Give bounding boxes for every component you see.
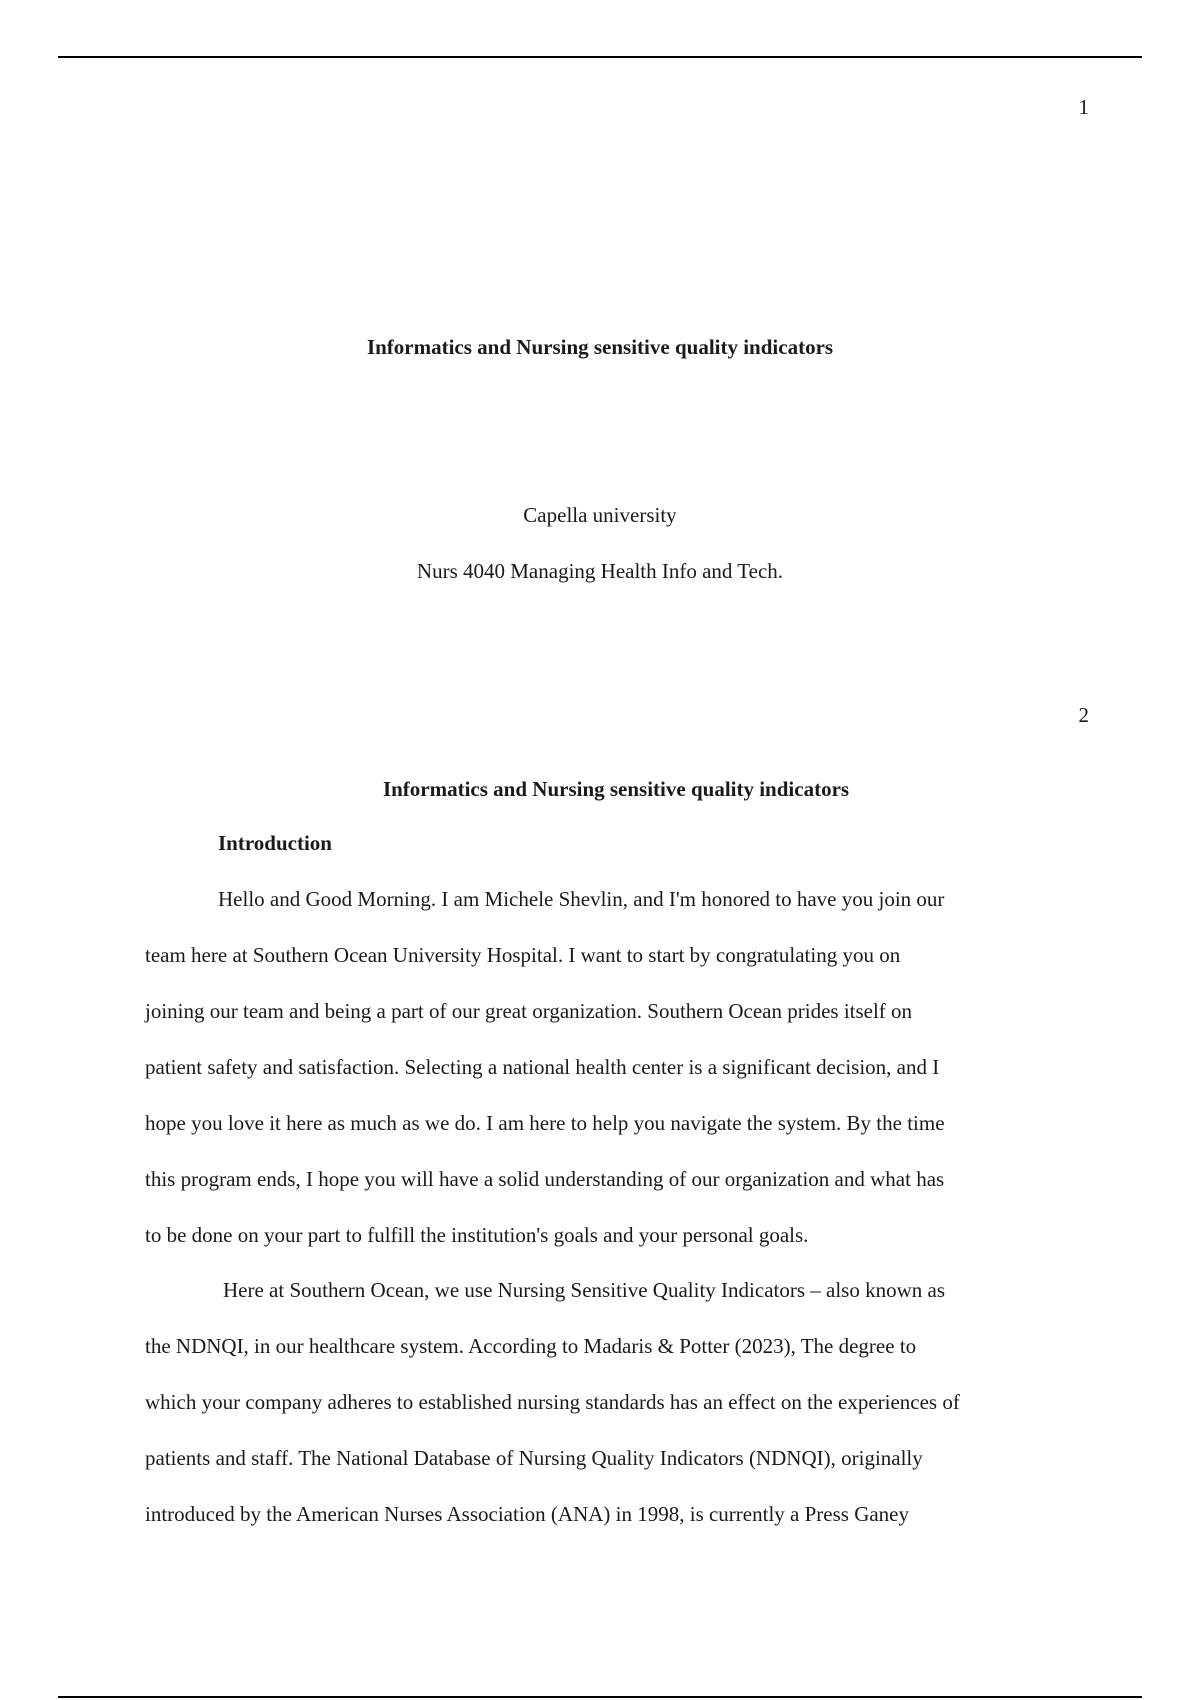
paragraph-line: team here at Southern Ocean University Hospital. I want to start by congratulating you on xyxy=(145,943,901,967)
title-page-title: Informatics and Nursing sensitive quality indicators xyxy=(366,335,834,359)
paragraph-line: patient safety and satisfaction. Selecting a national health center is a significant decision, and I xyxy=(145,1055,940,1079)
paragraph-line: to be done on your part to fulfill the institution's goals and your personal goals. xyxy=(145,1223,809,1247)
paragraph-line: patients and staff. The National Database of Nursing Quality Indicators (NDNQI), originally xyxy=(145,1446,923,1470)
paragraph-line: hope you love it here as much as we do. I am here to help you navigate the system. By the time xyxy=(145,1111,945,1135)
intro-paragraph-2 xyxy=(145,1262,1085,1542)
introduction-heading: Introduction xyxy=(218,831,332,855)
paragraph-line: introduced by the American Nurses Association (ANA) in 1998, is currently a Press Ganey xyxy=(145,1502,909,1526)
paper-title: Informatics and Nursing sensitive quality indicators xyxy=(382,777,850,801)
intro-paragraph-1 xyxy=(145,871,1085,1263)
paragraph-line: joining our team and being a part of our great organization. Southern Ocean prides itself on xyxy=(145,999,913,1023)
paragraph-line: the NDNQI, in our healthcare system. According to Madaris & Potter (2023), The degree to xyxy=(145,1334,917,1358)
institution-name: Capella university xyxy=(523,503,677,527)
paragraph-line: Hello and Good Morning. I am Michele Shevlin, and I'm honored to have you join our xyxy=(218,887,945,911)
page-bottom-rule xyxy=(58,1696,1142,1698)
page-top-rule xyxy=(58,56,1142,58)
course-name: Nurs 4040 Managing Health Info and Tech. xyxy=(416,559,784,583)
paragraph-line: this program ends, I hope you will have a solid understanding of our organization and what has xyxy=(145,1167,945,1191)
paragraph-line: which your company adheres to established nursing standards has an effect on the experiences of xyxy=(145,1390,960,1414)
page-number-2: 2 xyxy=(1078,703,1089,727)
page-number-1: 1 xyxy=(1078,95,1089,119)
paragraph-line: Here at Southern Ocean, we use Nursing Sensitive Quality Indicators – also known as xyxy=(223,1278,945,1302)
